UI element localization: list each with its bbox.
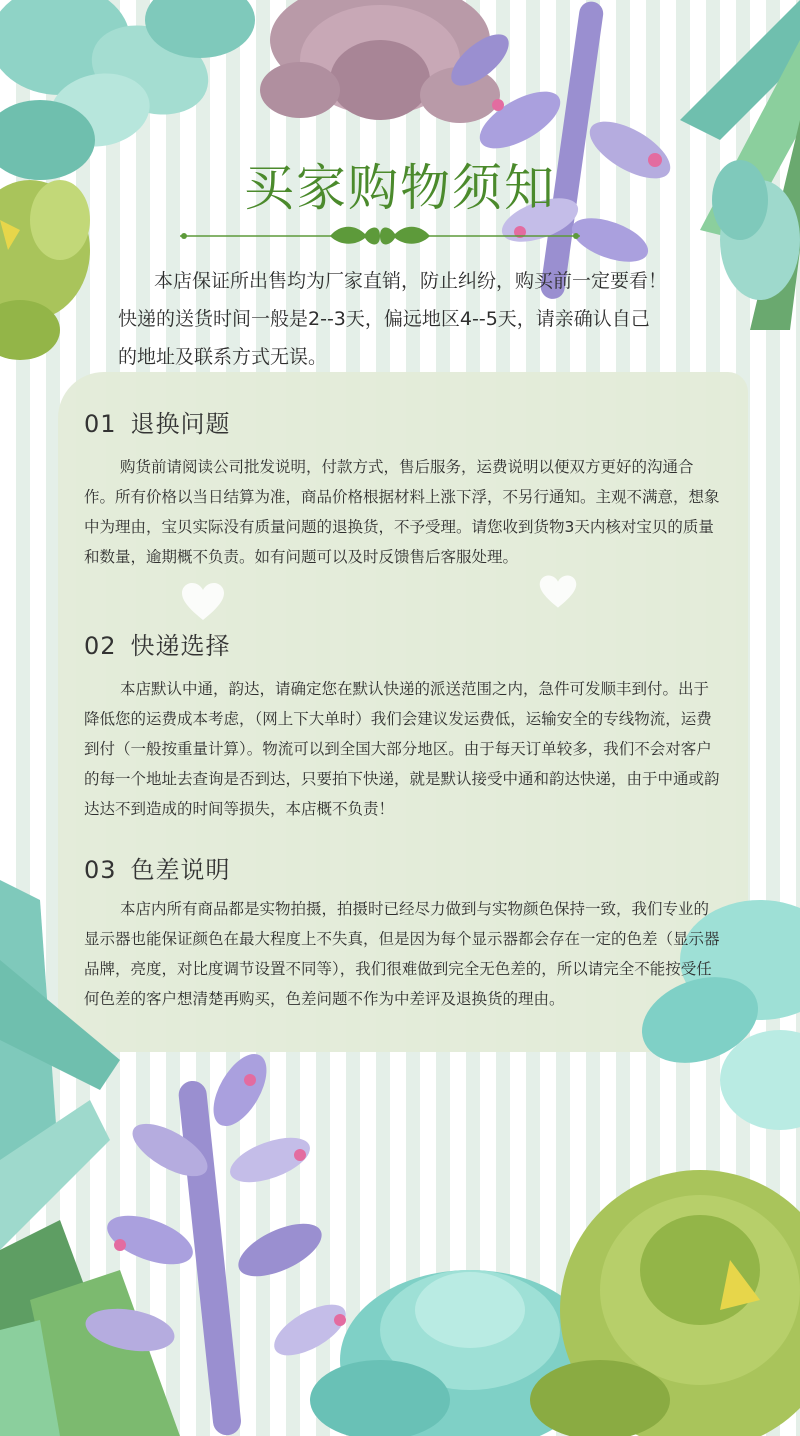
section-title-returns — [84, 404, 231, 439]
intro-line-2: 快递的送货时间一般是2--3天，偏远地区4--5天，请亲确认自己 — [118, 308, 650, 330]
page-title: 买家购物须知 — [244, 159, 556, 217]
section-body-color: 本店内所有商品都是实物拍摄，拍摄时已经尽力做到与实物颜色保持一致，我们专业的显示器也能保证颜色在最大程度上不失真，但是因为每个显示器都会存在一定的色差（显示器品牌，亮度，对比度调节设置不同等），我们很难做到完全无色差的，所以请完全不能按受任何色差的客户想清楚再购买，色差问题不作为中差评及退换货的理由。 — [84, 900, 720, 1008]
section-body-returns: 购货前请阅读公司批发说明，付款方式，售后服务，运费说明以便双方更好的沟通合作。所有价格以当日结算为准，商品价格根据材料上涨下浮，不另行通知。主观不满意，想象中为理由，宝贝实际没有质量问题的退换货，不予受理。请您收到货物3天内核对宝贝的质量和数量，逾期概不负责。如有问题可以及时反馈售后客服处理。 — [84, 458, 720, 566]
section-number: 01 — [84, 410, 117, 438]
section-number: 03 — [84, 856, 117, 884]
section-heading: 快递选择 — [130, 632, 231, 660]
section-title-color — [84, 850, 231, 885]
succulent-bottom-right-green — [530, 1170, 800, 1436]
section-number: 02 — [84, 632, 117, 660]
section-heading: 色差说明 — [130, 856, 231, 884]
intro-line-3: 的地址及联系方式无误。 — [118, 346, 328, 368]
section-heading: 退换问题 — [130, 410, 231, 438]
intro-line-1: 本店保证所出售均为厂家直销，防止纠纷，购买前一定要看！ — [154, 270, 668, 292]
section-title-shipping — [84, 626, 231, 661]
ornament-divider — [180, 222, 580, 250]
section-body-shipping: 本店默认中通，韵达，请确定您在默认快递的派送范围之内，急件可发顺丰到付。出于降低您的运费成本考虑，（网上下大单时）我们会建议发运费低，运输安全的专线物流，运费到付（一般按重量计算）。物流可以到全国大部分地区。由于每天订单较多，我们不会对客户的每一个地址去查询是否到达，只要拍下快递，就是默认接受中通和韵达快递，由于中通或韵达达不到造成的时间等损失，本店概不负责！ — [84, 680, 720, 818]
intro-text — [118, 262, 718, 376]
